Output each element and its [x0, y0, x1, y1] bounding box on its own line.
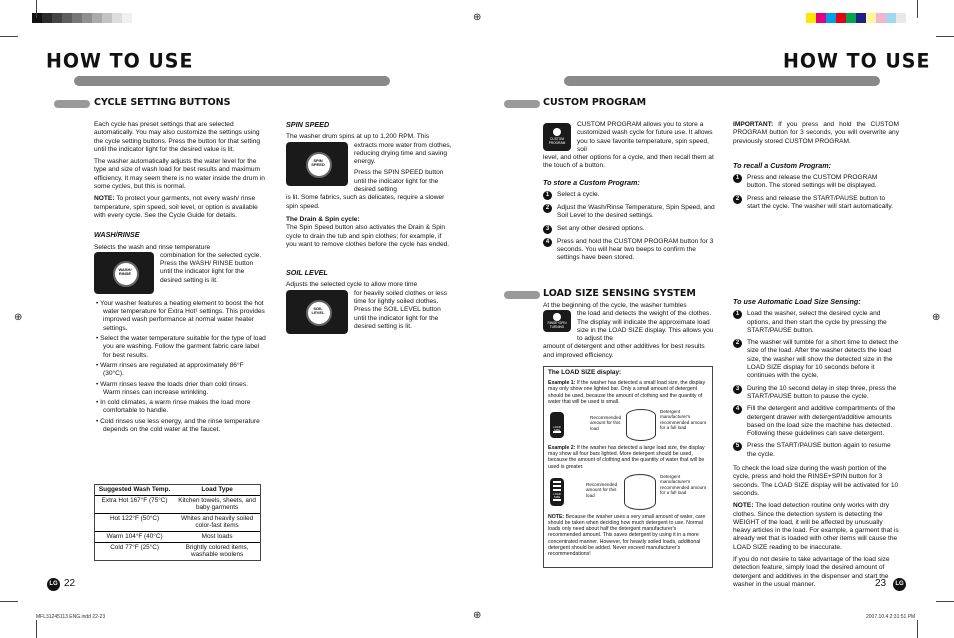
soil-level-title: SOIL LEVEL: [286, 268, 328, 278]
example-2: [548, 445, 708, 470]
header-bar-left: [74, 76, 390, 86]
color-swatch: [846, 13, 856, 23]
crop-mark: [0, 36, 18, 37]
spin-speed-button-label: SPIN SPEED: [311, 157, 325, 167]
step-item: [543, 191, 715, 200]
spin-speed-title: SPIN SPEED: [286, 120, 330, 129]
color-swatch: [816, 13, 826, 23]
table-cell: Brightly colored items, washable woolens: [174, 542, 260, 560]
custom-program-button[interactable]: [543, 123, 571, 151]
crop-mark: [936, 601, 954, 602]
crop-mark: [0, 601, 18, 602]
left-column-1: [94, 121, 266, 436]
table-row: [95, 531, 260, 542]
table-cell: Extra Hot 167°F (75°C): [95, 495, 174, 513]
gray-swatch: [122, 13, 132, 23]
detection-note-label: NOTE:: [733, 502, 754, 510]
right-column-2-lower: [733, 298, 899, 589]
example-2-diagram: [548, 472, 708, 512]
wash-lead-text: Selects the wash and rinse temperature: [94, 243, 211, 251]
color-swatch: [866, 13, 876, 23]
page-number-left: 22: [64, 578, 76, 589]
final-text: If you do not desire to take advantage of the load size detection feature, simply load the desired amount of detergent and additives in the dispenser and start the washer in the usual manner.: [733, 556, 890, 588]
step-item: [733, 339, 899, 380]
bullet-item: • In cold climates, a warm rinse makes the load more comfortable to handle.: [96, 399, 251, 415]
color-swatch: [836, 13, 846, 23]
footer-slug-left: MFL31245113 ENG.indd 22-23: [36, 614, 106, 620]
section-pill: [504, 100, 540, 108]
wash-text: combination for the selected cycle. Press the WASH/ RINSE button until the indicator light for the desired setting is lit.: [160, 251, 262, 284]
example-1-text: If the washer has detected a small load size, the display may only show one lighted bar. Only a small amount of detergent should be used, because the amount of clothing and the quantity of water that will be used is small.: [548, 380, 706, 405]
spin-text-2: Press the SPIN SPEED button until the indicator light for the desired setting: [354, 169, 444, 194]
gray-swatch: [72, 13, 82, 23]
step-text: Press and hold the CUSTOM PROGRAM button for 3 seconds. You will hear two beeps to confirm the settings have been stored.: [557, 237, 714, 262]
registration-mark-icon: ⊕: [473, 610, 482, 621]
page-number-right: 23: [875, 578, 887, 589]
table-cell: Most loads: [174, 531, 260, 542]
note-label: NOTE:: [94, 195, 115, 203]
step-number-icon: 5: [733, 442, 742, 451]
step-text: Press the START/PAUSE button again to resume the cycle.: [747, 442, 891, 458]
spin-text: extracts more water from clothes, reducing drying time and saving energy.: [354, 141, 452, 166]
step-text: Select a cycle.: [557, 191, 600, 199]
important-body: If you press and hold the CUSTOM PROGRAM button for 3 seconds, you will overwrite any previously stored CUSTOM PROGRAM.: [733, 121, 899, 145]
gray-swatch: [82, 13, 92, 23]
gray-swatch: [92, 13, 102, 23]
table-row: [95, 495, 260, 513]
step-number-icon: 1: [733, 310, 742, 319]
step-number-icon: 4: [733, 405, 742, 414]
step-item: [733, 174, 899, 191]
rec-amount-1: Recommended amount for this load: [590, 415, 622, 431]
drain-spin-title: The Drain & Spin cycle:: [286, 215, 360, 223]
load-text-2: amount of detergent and other additives for best results and improved efficiency.: [543, 343, 705, 359]
detection-note-body: The load detection routine only works with dry clothes. Since the detection system is detecting the WEIGHT of the load, it will be affected by unusually heavy articles in the load. For example, a garment that is already wet that is loaded with other items will cause the LOAD SIZE reading to be inaccurate.: [733, 502, 899, 551]
crop-mark: [917, 620, 918, 638]
recall-custom-title: To recall a Custom Program:: [733, 160, 831, 170]
auto-load-title: To use Automatic Load Size Sensing:: [733, 297, 861, 306]
step-text: Load the washer, select the desired cycle and options, and then start the cycle by pressing the START/PAUSE button.: [747, 310, 887, 334]
step-text: During the 10 second delay in step three, press the START/PAUSE button to pause the cycle.: [747, 384, 897, 400]
table-cell: Hot 122°F (50°C): [95, 513, 174, 531]
page-title-right: HOW TO USE: [783, 49, 931, 73]
crop-mark: [917, 0, 918, 18]
step-item: [543, 225, 715, 234]
step-text: Set any other desired options.: [557, 224, 645, 232]
bullet-item: • Your washer features a heating element to boost the hot water temperature for Extra Hot¹ settings. This provides improved wash performance at normal water heater settings.: [96, 299, 265, 332]
box-note-text: Because the washer uses a very small amount of water, care should be taken when deciding how much detergent to use. Normal loads only need about half the detergent manufacturer's recommended amount. This saves detergent by using it in a more concentrated manner. However, for heavily soiled loads, additional detergent should be added. Never exceed manufacturer's recommendations!: [548, 513, 706, 558]
step-number-icon: 2: [733, 195, 742, 204]
bullet-item: • Cold rinses use less energy, and the rinse temperature depends on the cold water at the faucet.: [96, 417, 260, 434]
gray-swatch-bar: [32, 13, 132, 23]
table-header-load: Load Type: [201, 486, 233, 493]
drain-spin-text: The Spin Speed button also activates the Drain & Spin cycle to drain the tub and spin clothes; for example, if you want to remove clothes before the cycle has ended.: [286, 224, 450, 248]
box-note: [548, 514, 708, 557]
det-amount-1: Detergent manufacturer's recommended amount for a full load: [660, 409, 706, 431]
section-title-load-size: LOAD SIZE SENSING SYSTEM: [543, 288, 696, 299]
color-swatch: [826, 13, 836, 23]
step-text: Press and release the START/PAUSE button to start the cycle. The washer will start automatically.: [747, 194, 893, 211]
step-item: [733, 385, 899, 402]
gray-swatch: [32, 13, 42, 23]
registration-mark-icon: ⊕: [14, 312, 23, 323]
right-column-1: [543, 121, 715, 267]
rinse-spin-button[interactable]: [543, 310, 571, 332]
custom-program-button-label: CUSTOM PROGRAM: [548, 137, 566, 145]
custom-text: CUSTOM PROGRAM allows you to store a customized wash cycle for future use. It allows you to save favorite temperature, spin speed, soil: [577, 121, 713, 153]
detergent-cup-icon: [624, 474, 656, 510]
wash-rinse-button-panel[interactable]: [94, 252, 154, 294]
load-size-tag: LOAD SIZE: [553, 491, 561, 499]
step-number-icon: 3: [543, 225, 552, 234]
load-size-intro: [543, 302, 715, 360]
header-bar-right: [564, 76, 880, 86]
registration-mark-icon: ⊕: [473, 12, 482, 23]
spin-lead: The washer drum spins at up to 1,200 RPM. This: [286, 133, 430, 141]
color-swatch: [896, 13, 906, 23]
store-steps: [543, 191, 715, 262]
step-item: [733, 310, 899, 335]
rec-amount-2: Recommended amount for this load: [586, 481, 618, 498]
gray-swatch: [62, 13, 72, 23]
load-size-indicator-small: [550, 412, 564, 438]
example-1: [548, 380, 708, 405]
spin-text-3: is lit. Some fabrics, such as delicates, require a slower spin speed.: [286, 194, 445, 210]
important-label: IMPORTANT:: [733, 121, 774, 128]
color-swatch-bar: [806, 13, 906, 23]
check-load-text: To check the load size during the wash portion of the cycle, press and hold the RINSE+SPIN button for 3 seconds. The LOAD SIZE display will be activated for 10 seconds.: [733, 465, 899, 497]
soil-level-button-panel[interactable]: [286, 290, 348, 334]
step-text: Press and release the CUSTOM PROGRAM button. The stored settings will be displayed.: [747, 174, 878, 190]
step-number-icon: 2: [733, 339, 742, 348]
box-title: The LOAD SIZE display:: [548, 369, 622, 376]
left-column-2: [286, 121, 452, 334]
gray-swatch: [42, 13, 52, 23]
detection-note: [733, 502, 899, 552]
auto-steps: [733, 310, 899, 459]
step-item: [543, 204, 715, 221]
example-1-diagram: [548, 407, 708, 443]
lg-logo-icon: LG: [893, 578, 906, 591]
section-title-custom-program: CUSTOM PROGRAM: [543, 97, 647, 108]
color-swatch: [886, 13, 896, 23]
step-number-icon: 1: [733, 174, 742, 183]
bullet-item: • Select the water temperature suitable for the type of load you are washing. Follow the garment fabric care label for best results.: [96, 335, 266, 359]
gray-swatch: [52, 13, 62, 23]
crop-mark: [36, 0, 37, 18]
color-swatch: [876, 13, 886, 23]
table-cell: Whites and heavily soiled color-fast items: [174, 513, 260, 531]
registration-mark-icon: ⊕: [932, 312, 941, 323]
intro-text: Each cycle has preset settings that are selected automatically. You may also customize the settings using the cycle setting buttons. Press the button for that setting until the indicator light for the desired value is lit.: [94, 121, 261, 153]
important-text: [733, 121, 899, 146]
store-custom-title: To store a Custom Program:: [543, 177, 640, 187]
load-lead: At the beginning of the cycle, the washer tumbles: [543, 302, 687, 309]
right-column-2: [733, 121, 899, 215]
wash-rinse-title: WASH/RINSE: [94, 230, 140, 240]
load-size-display-box: [543, 366, 713, 568]
step-text: The washer will tumble for a short time to detect the size of the load. After the washer detects the load size, the washer will show the detected size in the LOAD SIZE display for 10 seconds before it continues with the cycle.: [747, 339, 898, 380]
step-number-icon: 3: [733, 385, 742, 394]
example-1-label: Example 1:: [548, 380, 576, 387]
table-cell: Kitchen towels, sheets, and baby garments: [174, 495, 260, 513]
bullet-item: • Warm rinses leave the loads drier than cold rinses. Warm rinses can increase wrinkling.: [96, 380, 248, 396]
box-note-label: NOTE:: [548, 513, 565, 520]
bullet-item: • Warm rinses are regulated at approximately 86°F (30°C).: [96, 361, 244, 378]
gray-swatch: [112, 13, 122, 23]
wash-bullets: [94, 300, 266, 434]
load-size-tag: LOAD SIZE: [553, 425, 561, 433]
detergent-cup-icon: [626, 409, 656, 441]
table-row: [95, 542, 260, 560]
footer-slug-right: 2007.10.4 2:31:51 PM: [866, 614, 916, 620]
wash-rinse-button-label: WASH/ RINSE: [118, 266, 132, 277]
step-text: Adjust the Wash/Rinse Temperature, Spin Speed, and Soil Level to the desired settings.: [557, 204, 715, 220]
load-size-indicator-large: [550, 478, 564, 506]
step-text: Fill the detergent and additive compartments of the detergent drawer with detergent/additive amounts based on the load size the machine has detected. Following these guidelines can save detergent.: [747, 405, 896, 438]
example-2-text: If the washer has detected a large load size, the display may show all four bars lighted. More detergent should be used, because the amount of clothing and the quantity of water that will be used is greater.: [548, 445, 705, 470]
crop-mark: [36, 620, 37, 638]
page-title-left: HOW TO USE: [46, 49, 194, 73]
soil-lead: Adjusts the selected cycle to allow more time: [286, 281, 418, 289]
note-body: To protect your garments, not every wash/ rinse temperature, spin speed, soil level, or option is available with every cycle. See the Cycle Guide for details.: [94, 195, 258, 219]
step-item: [733, 195, 899, 212]
color-swatch: [856, 13, 866, 23]
det-amount-2: Detergent manufacturer's recommended amount for a full load: [660, 473, 706, 496]
soil-text: for heavily soiled clothes or less time for lightly soiled clothes. Press the SOIL LEVEL button until the indicator light for the desired setting is lit.: [354, 289, 448, 330]
step-item: [543, 238, 715, 263]
step-item: [733, 405, 899, 438]
lg-logo-icon: LG: [47, 578, 60, 591]
crop-mark: [936, 36, 954, 37]
section-title-cycle-buttons: CYCLE SETTING BUTTONS: [94, 97, 231, 108]
section-pill: [54, 100, 90, 108]
soil-level-button-label: SOIL LEVEL: [311, 305, 325, 316]
example-2-label: Example 2:: [548, 445, 576, 452]
load-text: the load and detects the weight of the clothes. The display will indicate the approximate load size in the LOAD SIZE display. This allows you to adjust the: [577, 310, 714, 343]
note-text: [94, 195, 266, 220]
recall-steps: [733, 174, 899, 211]
table-row: [95, 513, 260, 531]
temperature-table: [94, 484, 261, 561]
step-item: [733, 442, 899, 459]
water-level-text: The washer automatically adjusts the water level for the type and size of wash load for best results and maximum efficiency. It may seem there is no water inside the drum in some cycles, but this is normal.: [94, 158, 265, 191]
table-header-temp: Suggested Wash Temp.: [98, 486, 171, 493]
color-swatch: [806, 13, 816, 23]
spin-speed-button-panel[interactable]: [286, 142, 348, 186]
step-number-icon: 2: [543, 204, 552, 213]
custom-text-2: level, and other options for a cycle, and then recall them at the touch of a button.: [543, 154, 714, 170]
step-number-icon: 4: [543, 238, 552, 247]
gray-swatch: [102, 13, 112, 23]
rinse-spin-button-label: RINSE+SPIN TURNING: [547, 321, 567, 329]
section-pill: [504, 291, 540, 299]
table-cell: Cold 77°F (25°C): [95, 542, 174, 560]
table-cell: Warm 104°F (40°C): [95, 531, 174, 542]
step-number-icon: 1: [543, 191, 552, 200]
